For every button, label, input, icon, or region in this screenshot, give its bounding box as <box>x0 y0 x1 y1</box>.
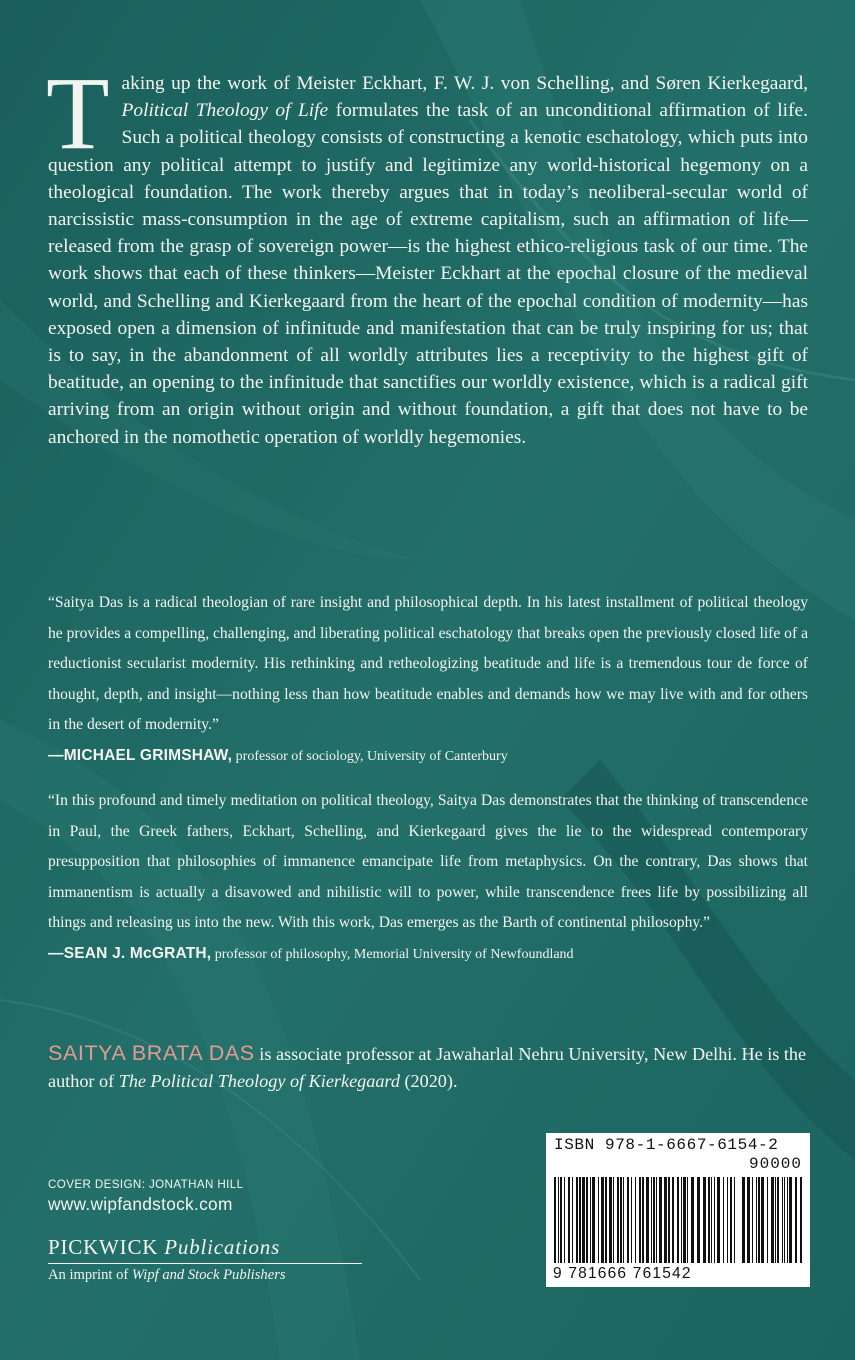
ean-digits: 9 781666 761542 <box>553 1265 692 1282</box>
book-description <box>46 56 808 451</box>
publisher-name-italic: Publications <box>164 1235 281 1259</box>
barcode-bar <box>727 1177 728 1263</box>
barcode-bar <box>775 1177 776 1263</box>
author-name: SAITYA BRATA DAS <box>48 1041 255 1065</box>
imprint-prefix: An imprint of <box>48 1267 132 1283</box>
author-previous-book: The Political Theology of Kierkegaard <box>118 1071 400 1091</box>
barcode-bar <box>800 1177 802 1263</box>
barcode-bar <box>708 1177 710 1263</box>
barcode-bar <box>787 1177 788 1263</box>
imprint-name: Wipf and Stock Publishers <box>131 1267 286 1283</box>
barcode-bar <box>656 1177 657 1263</box>
barcode-bar <box>586 1177 588 1263</box>
barcode-bar <box>672 1177 674 1263</box>
endorsement-1 <box>48 588 808 772</box>
barcode-bar <box>703 1177 706 1263</box>
barcode-bar <box>651 1177 652 1263</box>
barcode-bar <box>639 1177 641 1263</box>
barcode-bar <box>758 1177 760 1263</box>
publisher-name-caps: PICKWICK <box>48 1235 159 1259</box>
endorsement-2 <box>48 786 808 970</box>
barcode-bar <box>742 1177 745 1263</box>
publisher-website: www.wipfandstock.com <box>48 1194 233 1214</box>
publisher-imprint <box>48 1267 366 1284</box>
endorser-name: —SEAN J. McGRATH, <box>48 944 212 962</box>
barcode-bar <box>568 1177 570 1263</box>
publisher-name <box>48 1235 366 1260</box>
barcode-bar <box>653 1177 655 1263</box>
author-bio-text2: (2020). <box>399 1071 458 1091</box>
author-bio <box>48 1040 808 1095</box>
barcode-bar <box>659 1177 662 1263</box>
endorser-name: —MICHAEL GRIMSHAW, <box>48 746 233 764</box>
barcode-bar <box>730 1177 732 1263</box>
barcode-bar <box>592 1177 595 1263</box>
barcode-bar <box>697 1177 700 1263</box>
barcode-bar <box>554 1177 556 1263</box>
barcode-bars-addon <box>742 1177 802 1263</box>
isbn-label: ISBN 978-1-6667-6154-2 <box>554 1136 779 1154</box>
endorser-role: professor of sociology, University of Canterbury <box>232 748 508 764</box>
drop-cap: T <box>46 56 110 171</box>
cover-design-credit: COVER DESIGN: JONATHAN HILL <box>48 1178 244 1191</box>
barcode-bar <box>617 1177 619 1263</box>
barcode-bar <box>627 1177 629 1263</box>
barcode-bar <box>795 1177 797 1263</box>
barcode-bar <box>646 1177 649 1263</box>
barcode-bar <box>635 1177 636 1263</box>
endorser-role: professor of philosophy, Memorial University of Newfoundland <box>211 946 574 962</box>
barcode-bar <box>668 1177 670 1263</box>
barcode-bar <box>752 1177 753 1263</box>
barcode-bar <box>714 1177 715 1263</box>
description-text-part2: formulates the task of an unconditional affirmation of life. Such a political theology consists of constructing a kenotic eschatology, which puts into question any political attempt to justify and legitimize any world-historical hegemony on a theological foundation. The work thereby argues that in today’s neoliberal-secular world of narcissistic mass-consumption in the age of extreme capitalism, such an affirmation of life—released from the grasp of sovereign power—is the highest ethico-religious task of our time. The work shows that each of these thinkers—Meister Eckhart at the epochal closure of the medieval world, and Schelling and Kierkegaard from the heart of the epochal condition of modernity—has exposed open a dimension of infinitude and manifestation that can be truly inspiring for us; that is to say, in the abandonment of all worldly attributes lies a receptivity to the highest gift of beatitude, an opening to the infinitude that sanctifies our worldly existence, which is a radical gift arriving from an origin without origin and without foundation, a gift that does not have to be anchored in the nomothetic operation of worldly hegemonies. <box>48 100 808 448</box>
barcode-bar <box>558 1177 559 1263</box>
barcode-bar <box>784 1177 785 1263</box>
book-title: Political Theology of Life <box>121 100 329 122</box>
endorsement-attribution <box>48 741 808 772</box>
barcode-bars-main <box>554 1177 736 1263</box>
barcode-bar <box>681 1177 682 1263</box>
barcode-bar <box>564 1177 565 1263</box>
price-code: 90000 <box>748 1155 802 1173</box>
barcode-bar <box>777 1177 779 1263</box>
author-bio-text1: is associate professor at Jawaharlal Nehru University, New Delhi. He is the author of <box>48 1044 807 1091</box>
barcode-bar <box>771 1177 774 1263</box>
barcode-bar <box>609 1177 612 1263</box>
description-text-part1: aking up the work of Meister Eckhart, F. W. J. von Schelling, and Søren Kierkegaard, <box>121 73 808 94</box>
barcode-bar <box>734 1177 735 1263</box>
barcode-bar <box>579 1177 581 1263</box>
credits <box>48 1178 243 1215</box>
barcode-bar <box>687 1177 688 1263</box>
publisher-logo <box>48 1235 366 1284</box>
barcode-bar <box>664 1177 667 1263</box>
barcode-bar <box>601 1177 604 1263</box>
barcode-bar <box>747 1177 750 1263</box>
barcode-bar <box>582 1177 585 1263</box>
barcode-bar <box>691 1177 694 1263</box>
barcode-bar <box>723 1177 724 1263</box>
barcode-bar <box>642 1177 644 1263</box>
barcode-bar <box>683 1177 686 1263</box>
endorsement-attribution <box>48 939 808 970</box>
barcode-bar <box>605 1177 607 1263</box>
isbn-barcode <box>546 1133 810 1287</box>
barcode-bar <box>560 1177 562 1263</box>
publisher-divider <box>48 1263 362 1264</box>
barcode-bar <box>711 1177 712 1263</box>
barcode-bar <box>623 1177 624 1263</box>
barcode-bar <box>620 1177 622 1263</box>
barcode-bar <box>572 1177 573 1263</box>
barcode-bar <box>767 1177 768 1263</box>
barcode-bar <box>717 1177 720 1263</box>
barcode-bar <box>677 1177 679 1263</box>
barcode-bar <box>590 1177 591 1263</box>
barcode-bar <box>613 1177 614 1263</box>
barcode-bar <box>789 1177 792 1263</box>
barcode-bar <box>761 1177 764 1263</box>
barcode-bar <box>756 1177 757 1263</box>
barcode-bar <box>598 1177 599 1263</box>
endorsement-text: “Saitya Das is a radical theologian of rare insight and philosophical depth. In his latest installment of political theology he provides a compelling, challenging, and liberating political eschatology that breaks open the previously closed life of a reductionist secularist modernity. His rethinking and retheologizing beatitude and life is a tremendous tour de force of thought, depth, and insight—nothing less than how beatitude enables and demands how we may live with and for others in the desert of modernity.” <box>48 594 808 733</box>
barcode-bar <box>782 1177 783 1263</box>
barcode-bar <box>576 1177 578 1263</box>
barcode-bar <box>631 1177 632 1263</box>
endorsement-text: “In this profound and timely meditation on political theology, Saitya Das demonstrates that the thinking of transcendence in Paul, the Greek fathers, Eckhart, Schelling, and Kierkegaard gives the lie to the widespread contemporary presupposition that philosophies of immanence emancipate life from metaphysics. On the contrary, Das shows that immanentism is actually a disavowed and nihilistic will to power, while transcendence frees life by possibilizing all things and releasing us into the new. With this work, Das emerges as the Barth of continental philosophy.” <box>48 792 808 931</box>
